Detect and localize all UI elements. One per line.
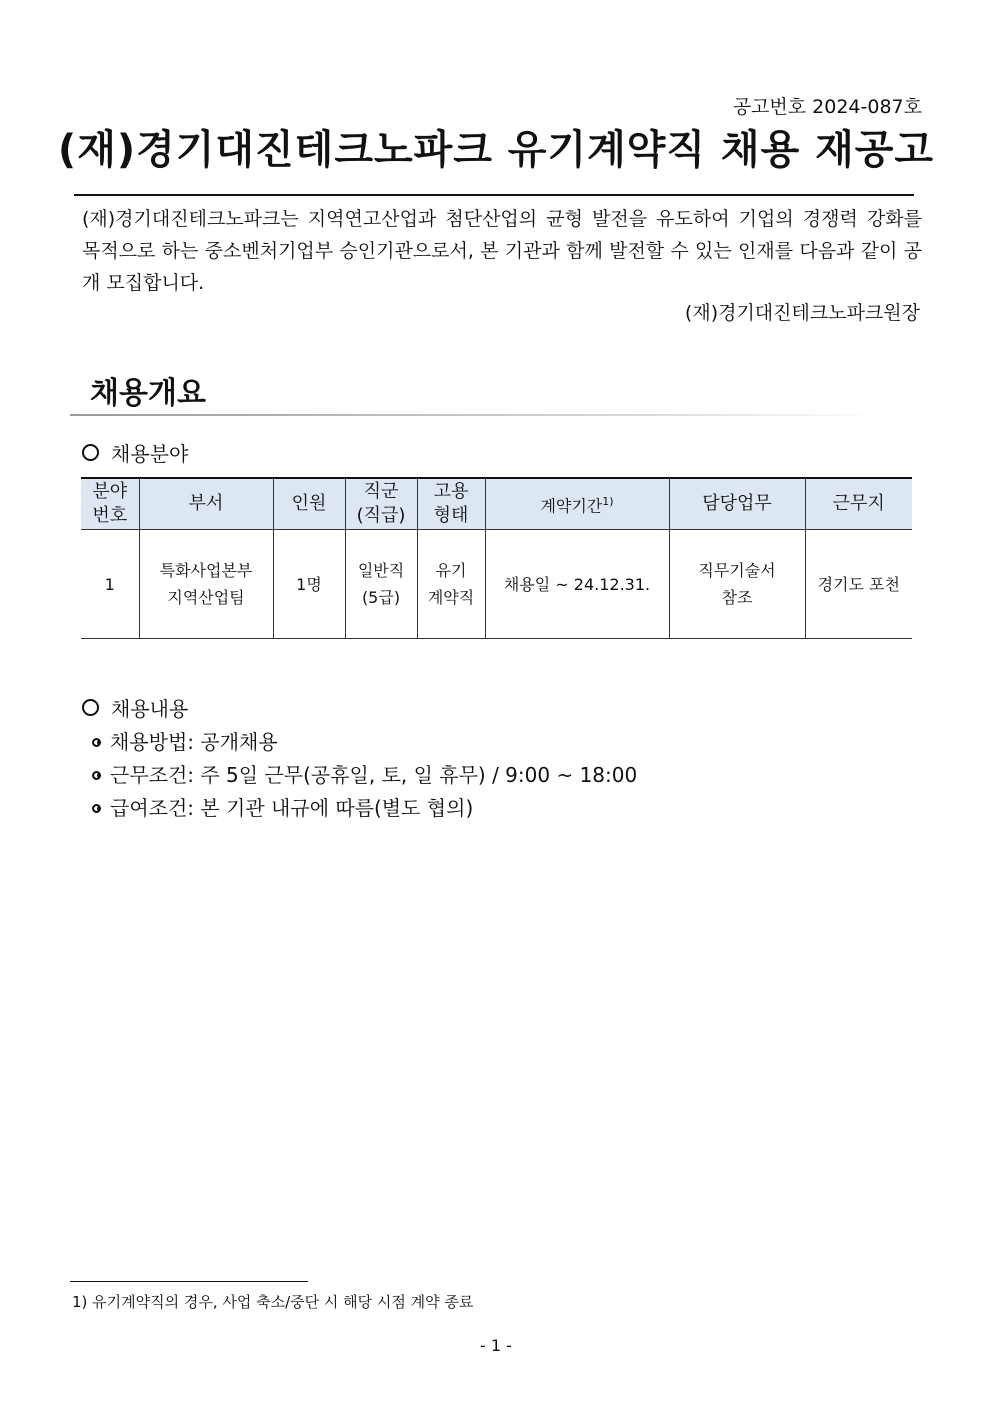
- cell-type: [417, 530, 485, 639]
- header-no: [81, 478, 139, 530]
- header-dept: 부서: [139, 478, 273, 530]
- page-title: (재)경기대진테크노파크 유기계약직 채용 재공고: [57, 127, 935, 173]
- field-heading-label: 채용분야: [111, 442, 189, 466]
- content-list: [92, 726, 637, 825]
- recruit-table: [81, 477, 912, 639]
- cell-grade: [345, 530, 417, 639]
- cell-type-line2: 계약직: [427, 588, 475, 607]
- cell-dept-line2: 지역산업팀: [167, 588, 245, 607]
- header-grade-line2: (직급): [356, 505, 406, 526]
- header-grade-line1: 직군: [363, 481, 399, 502]
- header-period: [485, 478, 669, 530]
- header-no-line2: 번호: [92, 505, 128, 526]
- cell-duty: [669, 530, 805, 639]
- footnote-divider: [70, 1281, 308, 1282]
- cell-duty-line2: 참조: [721, 588, 753, 607]
- bullet-icon: [92, 738, 101, 747]
- notice-number: 공고번호 2024-087호: [732, 96, 922, 118]
- bullet-icon: [92, 804, 101, 813]
- list-item: [92, 759, 637, 792]
- section-title: 채용개요: [90, 376, 206, 411]
- list-item-text: 채용방법: 공개채용: [110, 730, 278, 754]
- title-divider: [74, 194, 914, 196]
- content-heading-label: 채용내용: [111, 697, 189, 721]
- list-item-text: 근무조건: 주 5일 근무(공휴일, 토, 일 휴무) / 9:00 ~ 18:00: [110, 763, 638, 787]
- page-number: - 1 -: [480, 1336, 512, 1355]
- circle-bullet-icon: [82, 699, 99, 716]
- cell-duty-line1: 직무기술서: [698, 561, 776, 580]
- section-divider: [70, 414, 880, 416]
- header-count: 인원: [273, 478, 345, 530]
- signer: (재)경기대진테크노파크원장: [684, 302, 920, 324]
- cell-no: 1: [81, 530, 139, 639]
- cell-grade-line2: (5급): [361, 588, 401, 607]
- cell-location: 경기도 포천: [805, 530, 912, 639]
- header-grade: [345, 478, 417, 530]
- cell-type-line1: 유기: [435, 561, 467, 580]
- header-type-line1: 고용: [433, 481, 469, 502]
- circle-bullet-icon: [82, 444, 99, 461]
- header-type-line2: 형태: [433, 505, 469, 526]
- header-no-line1: 분야: [92, 481, 128, 502]
- table-row: [81, 530, 912, 639]
- header-type: [417, 478, 485, 530]
- bullet-icon: [92, 771, 101, 780]
- cell-dept-line1: 특화사업본부: [159, 561, 253, 580]
- cell-dept: [139, 530, 273, 639]
- content-heading: [82, 693, 188, 722]
- cell-grade-line1: 일반직: [357, 561, 405, 580]
- header-duty: 담당업무: [669, 478, 805, 530]
- list-item: [92, 792, 637, 825]
- header-location: 근무지: [805, 478, 912, 530]
- header-period-label: 계약기간: [540, 496, 603, 516]
- footnote: 1) 유기계약직의 경우, 사업 축소/중단 시 해당 시점 계약 종료: [72, 1293, 474, 1311]
- footnote-ref: 1): [602, 494, 614, 508]
- field-heading: [82, 438, 188, 467]
- cell-count: 1명: [273, 530, 345, 639]
- intro-paragraph: (재)경기대진테크노파크는 지역연고산업과 첨단산업의 균형 발전을 유도하여 기업의 경쟁력 강화를 목적으로 하는 중소벤처기업부 승인기관으로서, 본 기관과 함께 발전할 수 있는 인재를 다음과 같이 공개 모집합니다.: [82, 208, 922, 294]
- list-item: [92, 726, 637, 759]
- table-header-row: [81, 478, 912, 530]
- list-item-text: 급여조건: 본 기관 내규에 따름(별도 협의): [110, 796, 474, 820]
- cell-period: 채용일 ~ 24.12.31.: [485, 530, 669, 639]
